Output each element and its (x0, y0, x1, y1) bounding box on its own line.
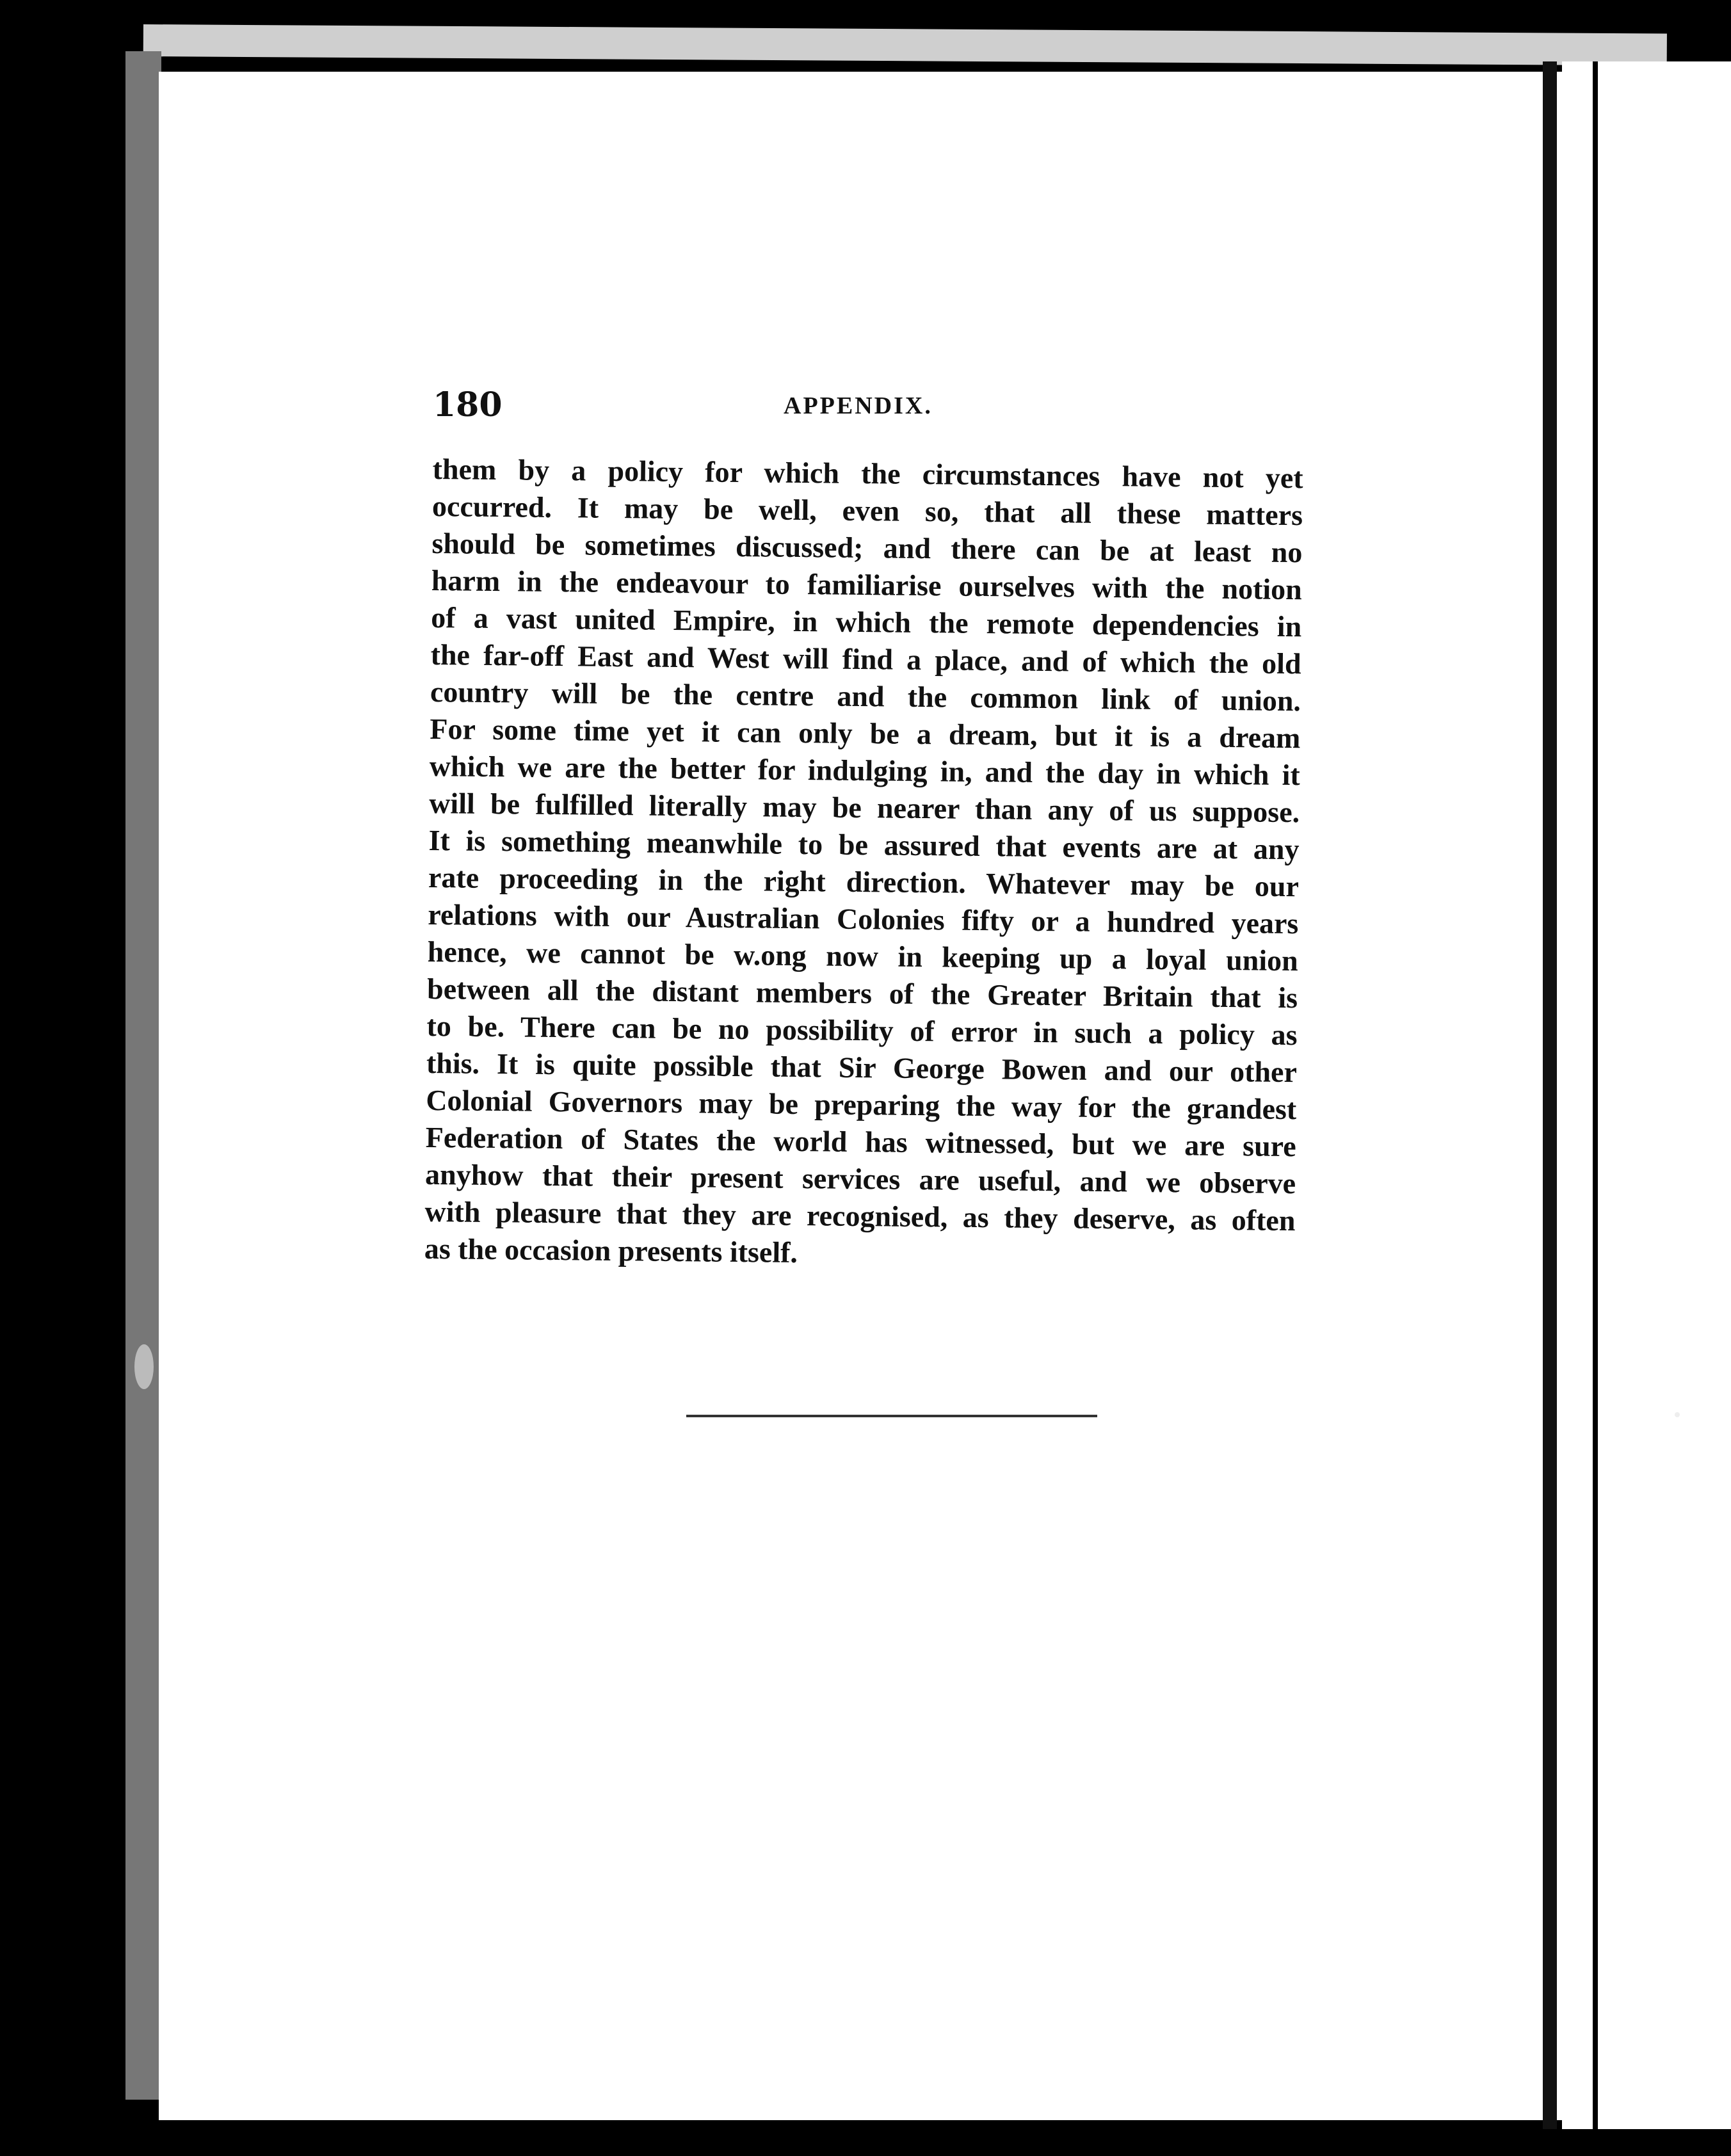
text-line: harm in the endeavour to familiarise ourselves with the notion (431, 563, 1303, 606)
text-line: them by a policy for which the circumstances have not yet (432, 452, 1303, 495)
facing-page-binding-line (1593, 61, 1598, 2129)
text-line: to be. There can be no possibility of error in such a policy as (426, 1009, 1298, 1052)
text-line: country will be the centre and the common link of union. (430, 675, 1301, 718)
text-line: should be sometimes discussed; and there can be at least no (431, 526, 1303, 569)
text-line: hence, we cannot be w.ong now in keeping up a loyal union (427, 935, 1298, 977)
text-line: For some time yet it can only be a dream, but it is a dream (430, 712, 1301, 755)
text-line: which we are the better for indulging in, and the day in which it (429, 749, 1301, 792)
text-line: between all the distant members of the Greater Britain that is (426, 972, 1298, 1015)
text-line: Colonial Governors may be preparing the way for the grandest (426, 1083, 1297, 1126)
text-line: occurred. It may be well, even so, that all these matters (431, 489, 1303, 532)
text-line: will be fulfilled literally may be nearer than any of us suppose. (428, 786, 1300, 829)
text-line: anyhow that their present services are useful, and we observe (424, 1157, 1296, 1200)
text-line: the far-off East and West will find a place, and of which the old (430, 638, 1301, 680)
running-head: APPENDIX. (784, 392, 933, 419)
paper-speck (134, 1344, 154, 1389)
text-line: rate proceeding in the right direction. Whatever may be our (428, 860, 1300, 903)
facing-page-edge (1562, 61, 1731, 2129)
text-line: of a vast united Empire, in which the remote dependencies in (431, 600, 1302, 643)
book-left-edge (125, 51, 161, 2100)
book-top-edge (143, 24, 1667, 66)
text-line: as the occasion presents itself. (424, 1232, 798, 1269)
text-line: It is something meanwhile to be assured that events are at any (428, 823, 1300, 866)
text-line: with pleasure that they are recognised, as they deserve, as often (424, 1195, 1296, 1237)
text-line: Federation of States the world has witnessed, but we are sure (425, 1120, 1296, 1163)
text-line: relations with our Australian Colonies fifty or a hundred years (428, 897, 1299, 940)
section-end-rule (686, 1415, 1097, 1417)
paper-speck (1675, 1412, 1680, 1417)
page-gutter (1543, 61, 1557, 2129)
page-number: 180 (433, 385, 503, 424)
page-header (433, 383, 1310, 428)
text-line: this. It is quite possible that Sir George Bowen and our other (426, 1046, 1298, 1089)
body-text (424, 451, 1303, 1276)
